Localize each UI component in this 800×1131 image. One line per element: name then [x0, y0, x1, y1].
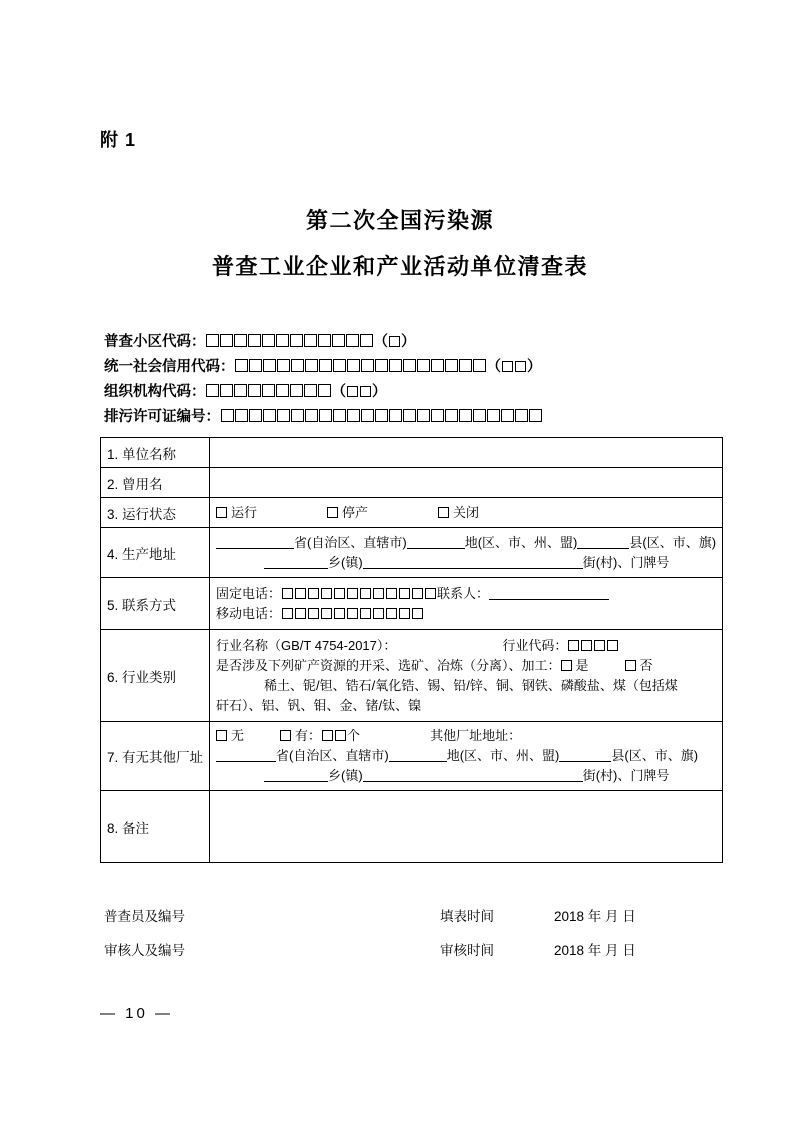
- org-code-boxes[interactable]: [206, 384, 332, 400]
- code-row-usc: [104, 355, 744, 380]
- industry-name-line: [216, 636, 716, 656]
- survey-district-suffix-box[interactable]: [389, 336, 400, 347]
- org-code-label: 组织机构代码：: [104, 384, 206, 400]
- usc-suffix-box-1[interactable]: [502, 361, 513, 372]
- other-addr-province-label: 省(自治区、直辖市): [276, 748, 389, 763]
- row-label-operating-status: 3. 运行状态: [101, 498, 210, 528]
- other-site-unit: 个: [347, 728, 361, 743]
- industry-name-label: 行业名称（GB/T 4754-2017）：: [216, 637, 397, 653]
- usc-label: 统一社会信用代码：: [104, 359, 235, 375]
- fill-time-value[interactable]: 2018 年 月 日: [554, 909, 636, 924]
- other-site-address-line-1[interactable]: [216, 746, 716, 766]
- mobile-label: 移动电话：: [216, 605, 282, 621]
- row-value-former-name[interactable]: [210, 468, 723, 498]
- footer-row-surveyor: [104, 900, 704, 934]
- option-mineral-no: 否: [639, 657, 653, 673]
- table-row-production-address: [101, 528, 723, 578]
- addr-province-label: 省(自治区、直辖市): [294, 534, 407, 550]
- row-label-other-sites: 7. 有无其他厂址: [101, 722, 210, 791]
- mineral-list-2: 矸石）、铝、钒、钼、金、锗/钛、镍: [216, 697, 422, 713]
- option-suspended: 停产: [342, 504, 369, 520]
- table-row-remarks: [101, 791, 723, 863]
- survey-district-paren-open: （: [373, 334, 388, 350]
- org-suffix-box-1[interactable]: [347, 386, 358, 397]
- row-value-production-address: [210, 528, 723, 578]
- industry-code-label: 行业代码：: [502, 637, 568, 653]
- other-addr-county-label: 县(区、市、旗): [611, 748, 699, 763]
- addr-county-label: 县(区、市、旗): [629, 534, 717, 550]
- production-address-line-2[interactable]: [216, 553, 716, 573]
- row-label-unit-name: 1. 单位名称: [101, 438, 210, 468]
- checkbox-mineral-no[interactable]: [625, 660, 636, 671]
- other-sites-options-line: [216, 726, 716, 746]
- fill-time-label: 填表时间: [440, 909, 494, 924]
- usc-paren-open: （: [486, 359, 501, 375]
- attachment-label: 附 1: [100, 130, 137, 150]
- survey-form-table: [100, 437, 723, 863]
- industry-list-line-1: [216, 676, 716, 696]
- table-row-former-name: [101, 468, 723, 498]
- title-line-2: 普查工业企业和产业活动单位清查表: [211, 254, 588, 279]
- addr-city-label: 地(区、市、州、盟): [464, 534, 578, 550]
- checkbox-closed[interactable]: [438, 507, 449, 518]
- table-row-contact: [101, 578, 723, 630]
- document-title: [0, 198, 800, 290]
- contact-mobile-line: [216, 604, 716, 624]
- checkbox-running[interactable]: [216, 507, 227, 518]
- row-value-industry: [210, 630, 723, 722]
- table-row-other-sites: [101, 722, 723, 791]
- org-paren-open: （: [331, 384, 346, 400]
- usc-paren-close: ）: [527, 359, 542, 375]
- option-mineral-yes: 是: [575, 657, 589, 673]
- row-value-contact: [210, 578, 723, 630]
- row-value-unit-name[interactable]: [210, 438, 723, 468]
- usc-boxes[interactable]: [235, 359, 487, 375]
- review-time-label: 审核时间: [440, 943, 494, 958]
- code-row-org: [104, 380, 744, 405]
- code-fields: [104, 330, 744, 430]
- code-row-survey-district: [104, 330, 744, 355]
- table-row-unit-name: [101, 438, 723, 468]
- other-site-count-boxes[interactable]: [321, 728, 347, 743]
- industry-code-boxes[interactable]: [567, 638, 619, 653]
- contact-person-label: 联系人：: [437, 585, 490, 601]
- checkbox-no-other-site[interactable]: [216, 730, 227, 741]
- row-label-industry: 6. 行业类别: [101, 630, 210, 722]
- phone-boxes[interactable]: [281, 586, 437, 601]
- footer-row-reviewer: [104, 934, 704, 968]
- table-row-industry: [101, 630, 723, 722]
- checkbox-suspended[interactable]: [327, 507, 338, 518]
- other-addr-town-label: 乡(镇): [328, 768, 363, 783]
- other-addr-street-label: 街(村)、门牌号: [582, 768, 670, 783]
- row-value-other-sites: [210, 722, 723, 791]
- reviewer-label: 审核人及编号: [104, 943, 185, 958]
- page-number: — 10 —: [100, 1005, 174, 1022]
- production-address-line-1[interactable]: [216, 533, 716, 553]
- survey-district-label: 普查小区代码：: [104, 334, 206, 350]
- mobile-boxes[interactable]: [281, 606, 424, 621]
- option-no-other-site: 无: [231, 728, 245, 743]
- row-value-operating-status: [210, 498, 723, 528]
- form-footer: [104, 900, 704, 968]
- permit-boxes[interactable]: [220, 409, 542, 425]
- usc-suffix-box-2[interactable]: [515, 361, 526, 372]
- other-addr-city-label: 地(区、市、州、盟): [446, 748, 560, 763]
- row-value-remarks[interactable]: [210, 791, 723, 863]
- row-label-former-name: 2. 曾用名: [101, 468, 210, 498]
- permit-label: 排污许可证编号：: [104, 409, 220, 425]
- surveyor-label: 普查员及编号: [104, 909, 185, 924]
- industry-list-line-2: [216, 696, 716, 716]
- org-suffix-box-2[interactable]: [360, 386, 371, 397]
- row-label-remarks: 8. 备注: [101, 791, 210, 863]
- industry-question-line: [216, 656, 716, 676]
- row-label-contact: 5. 联系方式: [101, 578, 210, 630]
- survey-district-boxes[interactable]: [206, 334, 374, 350]
- option-has-other-site: 有：: [295, 728, 322, 743]
- checkbox-mineral-yes[interactable]: [561, 660, 572, 671]
- table-row-operating-status: [101, 498, 723, 528]
- industry-question: 是否涉及下列矿产资源的开采、选矿、冶炼（分离）、加工：: [216, 657, 561, 673]
- mineral-list-1: 稀土、铌/钽、锆石/氧化锆、锡、铅/锌、铜、钢铁、磷酸盐、煤（包括煤: [264, 677, 678, 693]
- title-line-1: 第二次全国污染源: [305, 208, 494, 233]
- checkbox-has-other-site[interactable]: [280, 730, 291, 741]
- review-time-value[interactable]: 2018 年 月 日: [554, 943, 636, 958]
- addr-town-label: 乡(镇): [328, 554, 363, 570]
- other-site-address-line-2[interactable]: [216, 766, 716, 786]
- code-row-permit: [104, 405, 744, 430]
- option-running: 运行: [231, 504, 258, 520]
- phone-label: 固定电话：: [216, 585, 282, 601]
- row-label-production-address: 4. 生产地址: [101, 528, 210, 578]
- org-paren-close: ）: [372, 384, 387, 400]
- survey-district-paren-close: ）: [401, 334, 416, 350]
- option-closed: 关闭: [453, 504, 480, 520]
- addr-street-label: 街(村)、门牌号: [582, 554, 670, 570]
- other-site-address-label: 其他厂址地址：: [430, 728, 522, 743]
- contact-phone-line: [216, 584, 716, 604]
